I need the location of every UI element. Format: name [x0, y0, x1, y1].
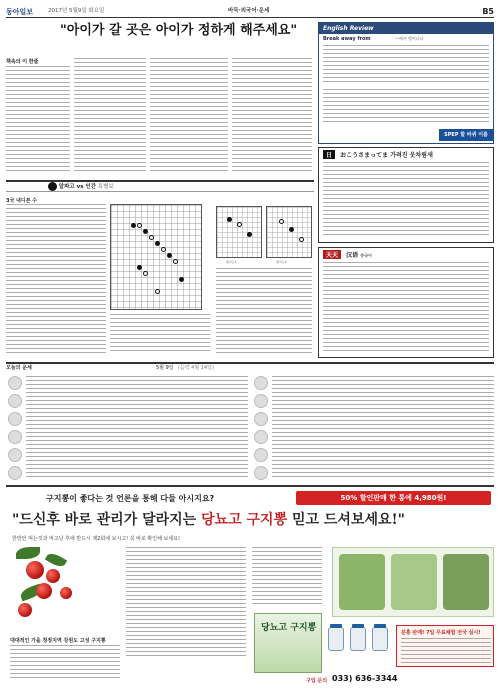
english-exercises [323, 45, 489, 85]
zodiac-ox-icon [8, 394, 22, 408]
baduk-board-ref2 [266, 206, 312, 258]
article-column-4 [232, 58, 312, 174]
zodiac-rooster-icon [254, 430, 268, 444]
zodiac-dog-icon [254, 448, 268, 462]
japanese-title: おこうさまってま 가려진 옷차림새 [340, 152, 433, 159]
advertisement [6, 485, 494, 685]
chinese-badge: 天天 [323, 250, 341, 259]
leaf-icon [45, 551, 67, 570]
english-lesson: Break away from [323, 36, 371, 42]
jar-icon [328, 627, 344, 651]
article-column-2 [74, 58, 146, 174]
phone-label: 구입 문의 [306, 678, 328, 684]
section-title: 바둑·외국어·운세 [228, 8, 270, 14]
leaf-icon [16, 547, 40, 559]
fortune-label: 오늘의 운세 [6, 365, 32, 371]
ad-top-text: 구지뽕이 좋다는 것 언론을 통해 다들 아시지요? [46, 494, 215, 503]
baduk-commentary-1 [6, 204, 106, 354]
article-headline: "아이가 갈 곳은 아이가 정하게 해주세요" [60, 23, 298, 38]
chinese-subtitle: 중국어 [360, 253, 372, 258]
product-brand: 당뇨고 구지뽕 [261, 623, 317, 633]
ad-headline: "드신후 바로 관리가 달라지는 당뇨고 구지뽕 믿고 드셔보세요!" [12, 512, 405, 528]
baduk-subtitle: 특별보 [97, 184, 114, 190]
chinese-box [318, 247, 494, 358]
zodiac-rat-icon [8, 376, 22, 390]
ad-offer: 분홍 판매! 7일 무료체험 전국 실시! [401, 630, 481, 636]
zodiac-sheep-icon [254, 394, 268, 408]
column-label: 책속의 이 한줄 [6, 59, 39, 65]
fortune-lunar: (음력 4월 14일) [178, 365, 214, 371]
baduk-header [6, 180, 314, 192]
baduk-commentary-3 [216, 268, 312, 354]
baduk-commentary-2 [110, 314, 210, 354]
zodiac-snake-icon [8, 466, 22, 480]
english-promo: SPEP 할 바퀴 이름 [439, 129, 493, 141]
price-box [396, 625, 494, 667]
berry-icon [46, 569, 60, 583]
product-photos [332, 547, 494, 617]
berry-icon [60, 587, 72, 599]
ad-caption-body [10, 645, 120, 681]
fig-label-1: 참고도1 [226, 260, 237, 264]
fortune-text-left [26, 376, 248, 480]
english-lesson-ko: —에서 벗어나다 [395, 36, 424, 41]
baduk-board-main [110, 204, 202, 310]
japanese-badge: 日 [323, 150, 335, 159]
english-title: English Review [319, 23, 493, 34]
chinese-title: 汉语 [346, 252, 359, 259]
fig-label-2: 참고도2 [276, 260, 287, 264]
zodiac-pig-icon [254, 466, 268, 480]
english-answers [323, 89, 489, 125]
article-column-3 [150, 58, 228, 174]
zodiac-tiger-icon [8, 412, 22, 426]
zodiac-dragon-icon [8, 448, 22, 462]
black-stone-icon [48, 182, 57, 191]
product-box [254, 613, 322, 673]
phone-number[interactable]: 033) 636-3344 [332, 674, 398, 683]
article-column-1 [6, 66, 70, 174]
chinese-body [323, 262, 489, 352]
baduk-board-ref1 [216, 206, 262, 258]
zodiac-horse-icon [254, 376, 268, 390]
english-review-box [318, 22, 494, 144]
page-header [6, 6, 494, 18]
ad-caption: 대대적인 가을 청정지역 강원도 고성 구지뽕 [10, 638, 106, 644]
fortune-date: 5월 9일 [156, 365, 174, 371]
fortune-text-right [272, 376, 494, 480]
ad-subtext: 한반만 먹는것과 먹고난 후에 반드시 제2회에 보시고! 꼭 바로 확인해 보세요! [12, 536, 180, 542]
issue-date: 2017년 5월9일 화요일 [48, 8, 105, 14]
jar-icon [350, 627, 366, 651]
baduk-title: 알파고 vs 인간 [58, 184, 97, 190]
price-details [401, 638, 491, 664]
berry-icon [36, 583, 52, 599]
fortune-header [6, 362, 494, 372]
berry-icon [26, 561, 44, 579]
zodiac-monkey-icon [254, 412, 268, 426]
zodiac-rabbit-icon [8, 430, 22, 444]
ad-sale-badge: 50% 할인판매 한 통에 4,980원! [296, 491, 491, 505]
berry-icon [18, 603, 32, 617]
baduk-label: 3국 내디본 수 [6, 198, 38, 204]
newspaper-name: 동아일보 [6, 7, 34, 16]
ad-body-1 [126, 547, 246, 657]
page-number: B5 [482, 7, 494, 16]
japanese-body [323, 162, 489, 238]
ad-body-2 [252, 547, 322, 607]
jar-icon [372, 627, 388, 651]
japanese-box [318, 147, 494, 243]
